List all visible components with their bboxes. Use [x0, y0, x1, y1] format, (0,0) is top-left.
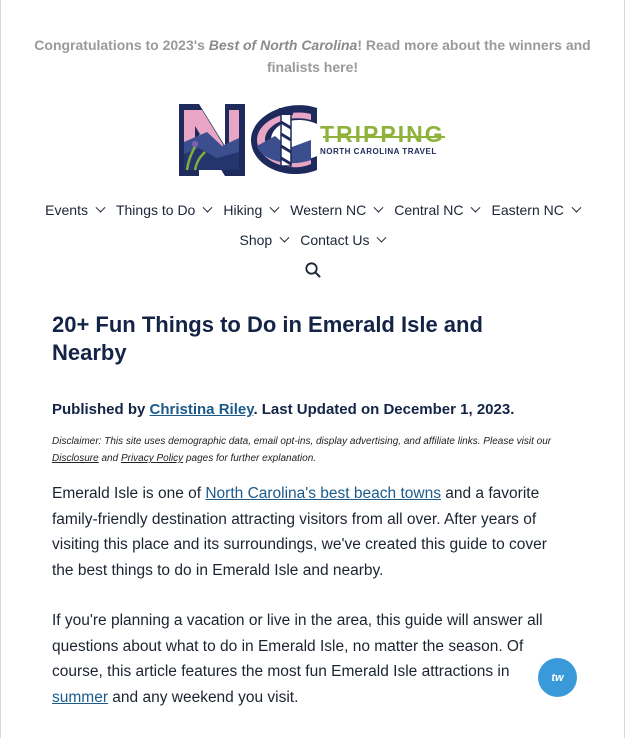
main-navigation-row-2 — [0, 229, 625, 251]
nav-item-western-nc[interactable] — [284, 199, 388, 221]
nav-label: Eastern NC — [491, 202, 564, 218]
p2-suffix: and any weekend you visit. — [107, 689, 299, 707]
intro-paragraph — [52, 481, 562, 584]
disclaimer-prefix: Disclaimer: This site uses demographic data, email opt-ins, display advertising, and affiliate links. Please visit our — [52, 436, 552, 447]
author-link[interactable]: Christina Riley — [149, 401, 254, 418]
byline-prefix: Published by — [52, 401, 150, 418]
nav-label: Contact Us — [300, 232, 370, 248]
nav-item-things-to-do[interactable] — [110, 199, 217, 221]
nav-label: Western NC — [290, 202, 367, 218]
banner-suffix[interactable]: ! Read more about the winners and finalists here! — [266, 37, 591, 75]
summer-link[interactable]: summer — [52, 689, 108, 707]
main-navigation-row-1 — [0, 199, 625, 221]
nav-label: Events — [45, 202, 88, 218]
announcement-banner[interactable] — [30, 34, 595, 78]
chevron-down-icon — [280, 232, 290, 242]
privacy-policy-link[interactable]: Privacy Policy — [120, 453, 184, 464]
nav-label: Hiking — [223, 202, 263, 218]
chevron-down-icon — [96, 202, 106, 212]
second-paragraph — [52, 608, 562, 711]
p2-prefix: If you're planning a vacation or live in the area, this guide will answer all questions about what to do in Emerald Isle, no matter the season. Of course, this article features the most fun Emerald Isle attractions in — [52, 612, 543, 681]
nav-item-shop[interactable] — [234, 229, 295, 251]
nav-item-hiking[interactable] — [217, 199, 284, 221]
chevron-down-icon — [471, 202, 481, 212]
disclaimer-and: and — [98, 453, 121, 464]
nav-item-contact-us[interactable] — [294, 229, 391, 251]
nav-item-events[interactable] — [39, 199, 110, 221]
nav-label: Central NC — [394, 202, 464, 218]
nav-label: Shop — [239, 232, 273, 248]
nav-label: Things to Do — [115, 202, 196, 218]
chevron-down-icon — [270, 202, 280, 212]
article-title: 20+ Fun Things to Do in Emerald Isle and Nearby — [52, 312, 483, 365]
chat-icon: tw — [551, 671, 564, 684]
logo-subtitle: NORTH CAROLINA TRAVEL — [320, 147, 437, 156]
nav-item-central-nc[interactable] — [388, 199, 485, 221]
banner-prefix: Congratulations to 2023's — [34, 37, 209, 53]
disclosure-link[interactable]: Disclosure — [52, 453, 99, 464]
article-byline — [52, 401, 514, 418]
disclaimer-suffix: pages for further explanation. — [183, 453, 317, 464]
chat-widget-button[interactable] — [538, 658, 577, 697]
best-beach-towns-link[interactable]: North Carolina's best beach towns — [205, 485, 441, 502]
logo-wordmark[interactable] — [320, 122, 445, 156]
nav-item-eastern-nc[interactable] — [485, 199, 585, 221]
byline-updated: . Last Updated on December 1, 2023. — [253, 401, 515, 418]
chevron-down-icon — [203, 202, 213, 212]
chevron-down-icon — [374, 202, 384, 212]
p1-prefix: Emerald Isle is one of — [52, 485, 206, 502]
chevron-down-icon — [377, 232, 387, 242]
logo-title: TRIPPING — [320, 121, 445, 147]
p1-suffix: and a favorite family-friendly destination attracting visitors from all over. After years of visiting this place and its surroundings, we've created this guide to cover the best things to do in Emerald Isle and nearby. — [52, 485, 547, 580]
search-icon[interactable] — [304, 261, 322, 279]
disclaimer-text — [52, 433, 572, 467]
chevron-down-icon — [571, 202, 581, 212]
banner-emphasis: Best of North Carolina — [208, 37, 358, 53]
